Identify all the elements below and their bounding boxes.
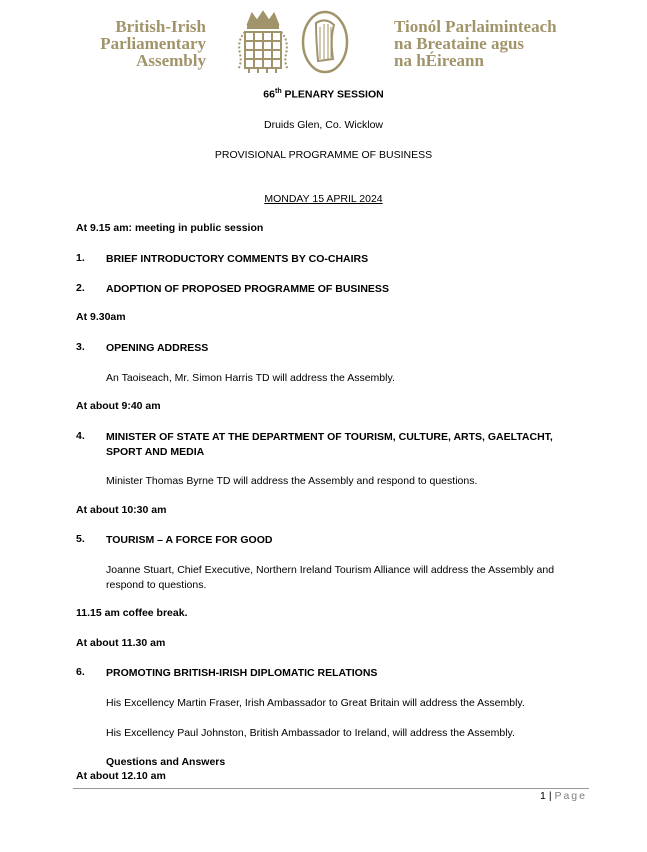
time-line: At about 11.30 am [76,637,166,649]
portcullis-icon [234,10,292,76]
item-title: OPENING ADDRESS [106,342,209,354]
time-line: At about 10:30 am [76,504,167,516]
item-text: Joanne Stuart, Chief Executive, Northern Ireland Tourism Alliance will address the Assembly and respond to questions. [106,564,555,591]
break-line: 11.15 am coffee break. [76,607,188,619]
footer-rule [73,788,589,789]
header-irish-name: Tionól Parlaiminteach na Breataine agus na hÉireann [394,17,557,70]
date-heading: MONDAY 15 APRIL 2024 [264,193,383,205]
item-number: 5. [76,533,85,545]
item-text: His Excellency Paul Johnston, British Ambassador to Ireland, will address the Assembly. [106,727,515,739]
item-number: 4. [76,430,85,442]
item-number: 3. [76,341,85,353]
session-title: 66th PLENARY SESSION [263,88,384,101]
location: Druids Glen, Co. Wicklow [263,119,384,131]
header-english-name: British-Irish Parliamentary Assembly [100,17,206,70]
item-title: BRIEF INTRODUCTORY COMMENTS BY CO-CHAIRS [106,253,369,265]
item-number: 6. [76,666,85,678]
time-line: At about 12.10 am [76,770,166,782]
harp-icon [300,9,350,75]
item-title: ADOPTION OF PROPOSED PROGRAMME OF BUSINESS [106,283,389,295]
programme-title: PROVISIONAL PROGRAMME OF BUSINESS [214,149,433,161]
item-text: Minister Thomas Byrne TD will address the Assembly and respond to questions. [106,475,478,487]
time-line: At 9.15 am: meeting in public session [76,222,264,234]
item-title: MINISTER OF STATE AT THE DEPARTMENT OF TOURISM, CULTURE, ARTS, GAELTACHT, SPORT AND MEDIA [106,431,553,458]
time-line: At 9.30am [76,311,126,323]
page-number: 1 | Page [540,790,587,802]
item-text: Questions and Answers [106,756,226,768]
item-number: 1. [76,252,85,264]
item-text: His Excellency Martin Fraser, Irish Ambassador to Great Britain will address the Assembly. [106,697,525,709]
time-line: At about 9:40 am [76,400,161,412]
item-title: TOURISM – A FORCE FOR GOOD [106,534,273,546]
item-text: An Taoiseach, Mr. Simon Harris TD will address the Assembly. [106,372,395,384]
item-title: PROMOTING BRITISH-IRISH DIPLOMATIC RELATIONS [106,667,378,679]
item-number: 2. [76,282,85,294]
